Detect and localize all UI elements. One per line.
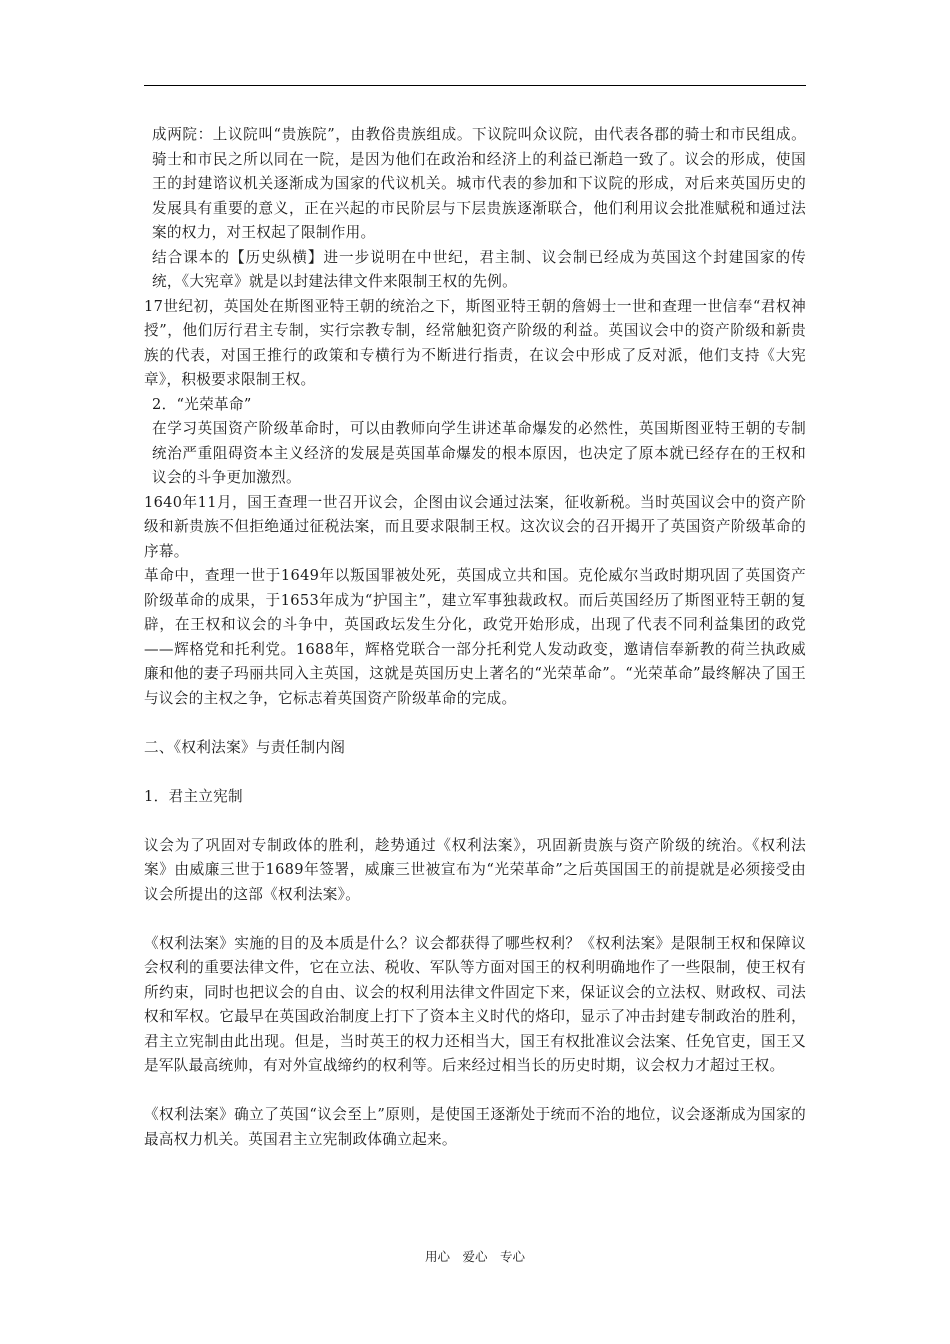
paragraph-history-column: 结合课本的【历史纵横】进一步说明在中世纪，君主制、议会制已经成为英国这个封建国家的传统，《大宪章》就是以封建法律文件来限制王权的先例。	[152, 248, 806, 290]
subheading-constitutional-monarchy: 1．君主立宪制	[144, 787, 243, 805]
header-rule	[144, 85, 806, 86]
document-body	[144, 123, 806, 1152]
paragraph-parliament-houses: 成两院：上议院叫“贵族院”，由教俗贵族组成。下议院叫众议院，由代表各郡的骑士和市民组成。骑士和市民之所以同在一院，是因为他们在政治和经济上的利益已渐趋一致了。议会的形成，使国王的封建谘议机关逐渐成为国家的代议机关。城市代表的参加和下议院的形成，对后来英国历史的发展具有重要的意义，正在兴起的市民阶层与下层贵族逐渐联合，他们利用议会批准赋税和通过法案的权力，对王权起了限制作用。	[152, 126, 806, 241]
paragraph-revolution-course: 革命中，查理一世于1649年以叛国罪被处死，英国成立共和国。克伦威尔当政时期巩固了英国资产阶级革命的成果，于1653年成为“护国主”，建立军事独裁政权。而后英国经历了斯图亚特王朝的复辟，在王权和议会的斗争中，英国政坛发生分化，政党开始形成，出现了代表不同利益集团的政党——辉格党和托利党。1688年，辉格党联合一部分托利党人发动政变，邀请信奉新教的荷兰执政威廉和他的妻子玛丽共同入主英国，这就是英国历史上著名的“光荣革命”。“光荣革命”最终解决了国王与议会的主权之争，它标志着英国资产阶级革命的完成。	[144, 567, 806, 707]
paragraph-stuart-dynasty: 17世纪初，英国处在斯图亚特王朝的统治之下，斯图亚特王朝的詹姆士一世和查理一世信奉“君权神授”，他们厉行君主专制，实行宗教专制，经常触犯资产阶级的利益。英国议会中的资产阶级和新贵族的代表，对国王推行的政策和专横行为不断进行指责，在议会中形成了反对派，他们支持《大宪章》，积极要求限制王权。	[144, 297, 806, 388]
paragraph-1640-parliament: 1640年11月，国王查理一世召开议会，企图由议会通过法案，征收新税。当时英国议会中的资产阶级和新贵族不但拒绝通过征税法案，而且要求限制王权。这次议会的召开揭开了英国资产阶级革命的序幕。	[144, 493, 806, 560]
subheading-glorious-revolution: 2．“光荣革命”	[152, 395, 252, 413]
section-heading-bill-of-rights: 二、《权利法案》与责任制内阁	[144, 738, 346, 756]
page-footer: 用心 爱心 专心	[424, 1249, 525, 1264]
paragraph-parliament-supremacy: 《权利法案》确立了英国“议会至上”原则，是使国王逐渐处于统而不治的地位，议会逐渐成为国家的最高权力机关。英国君主立宪制政体确立起来。	[144, 1106, 806, 1148]
paragraph-bill-of-rights-purpose: 《权利法案》实施的目的及本质是什么？议会都获得了哪些权利？《权利法案》是限制王权和保障议会权利的重要法律文件，它在立法、税收、军队等方面对国王的权利明确地作了一些限制，使王权有所约束，同时也把议会的自由、议会的权利用法律文件固定下来，保证议会的立法权、财政权、司法权和军权。它最早在英国政治制度上打下了资本主义时代的烙印，显示了冲击封建专制政治的胜利，君主立宪制由此出现。但是，当时英王的权力还相当大，国王有权批准议会法案、任免官吏，国王又是军队最高统帅，有对外宣战缔约的权利等。后来经过相当长的历史时期，议会权力才超过王权。	[144, 934, 806, 1074]
paragraph-revolution-inevitability: 在学习英国资产阶级革命时，可以由教师向学生讲述革命爆发的必然性，英国斯图亚特王朝的专制统治严重阻碍资本主义经济的发展是英国革命爆发的根本原因，也决定了原本就已经存在的王权和议会的斗争更加激烈。	[152, 420, 806, 486]
paragraph-bill-of-rights-passage: 议会为了巩固对专制政体的胜利，趁势通过《权利法案》，巩固新贵族与资产阶级的统治。《权利法案》由威廉三世于1689年签署，威廉三世被宣布为“光荣革命”之后英国国王的前提就是必须接受由议会所提出的这部《权利法案》。	[144, 836, 806, 903]
